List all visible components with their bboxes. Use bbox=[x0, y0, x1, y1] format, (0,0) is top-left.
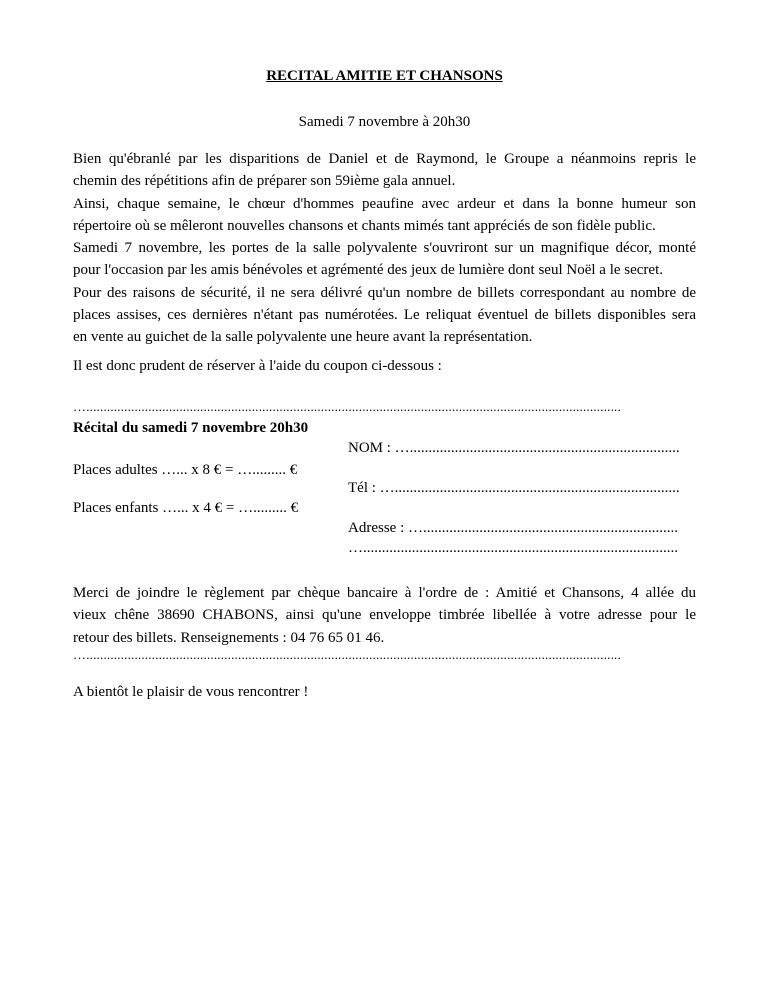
paragraph-line: Pour des raisons de sécurité, il ne sera délivré qu'un nombre de billets correspondant au nombre de bbox=[73, 284, 696, 301]
tel-field: Tél : …............................................................................ bbox=[348, 480, 680, 496]
coupon-title: Récital du samedi 7 novembre 20h30 bbox=[73, 420, 309, 436]
cut-line-bottom: …........................................................................................................................................................... bbox=[73, 647, 621, 662]
paragraph-line: répertoire où se mêleront nouvelles chansons et chants mimés tant appréciés de son fidèle public. bbox=[73, 217, 656, 234]
adresse-continuation-field: ….................................................................................... bbox=[348, 540, 678, 556]
cut-line-top: …........................................................................................................................................................... bbox=[73, 399, 621, 414]
instruction-line: retour des billets. Renseignements : 04 76 65 01 46. bbox=[73, 629, 385, 646]
document-title: RECITAL AMITIE ET CHANSONS bbox=[266, 68, 503, 84]
paragraph-line: Ainsi, chaque semaine, le chœur d'hommes peaufine avec ardeur et dans la bonne humeur son bbox=[73, 195, 696, 212]
instruction-line: Merci de joindre le règlement par chèque bancaire à l'ordre de : Amitié et Chansons, 4 allée du bbox=[73, 585, 696, 601]
paragraph-line: Bien qu'ébranlé par les disparitions de Daniel et de Raymond, le Groupe a néanmoins repris le bbox=[73, 151, 696, 167]
reservation-note: Il est donc prudent de réserver à l'aide du coupon ci-dessous : bbox=[73, 358, 442, 374]
payment-instructions bbox=[73, 582, 696, 649]
child-places-field: Places enfants …... x 4 € = …......... € bbox=[73, 500, 299, 516]
nom-field: NOM : …........................................................................ bbox=[348, 440, 680, 456]
document-page bbox=[73, 0, 696, 994]
adresse-field: Adresse : ….................................................................... bbox=[348, 520, 678, 536]
paragraph-line: places assises, ces dernières n'étant pas numérotées. Le reliquat éventuel de billets disponibles sera bbox=[73, 307, 696, 324]
paragraph-line: Samedi 7 novembre, les portes de la salle polyvalente s'ouvriront sur un magnifique décor, monté bbox=[73, 240, 696, 257]
paragraph-line: chemin des répétitions afin de préparer son 59ième gala annuel. bbox=[73, 173, 456, 190]
closing-line: A bientôt le plaisir de vous rencontrer ! bbox=[73, 684, 309, 700]
paragraph-line: pour l'occasion par les amis bénévoles et agrémenté des jeux de lumière dont seul Noël a le secret. bbox=[73, 262, 663, 279]
intro-paragraph bbox=[73, 148, 696, 349]
paragraph-line: en vente au guichet de la salle polyvalente une heure avant la représentation. bbox=[73, 329, 533, 346]
event-date: Samedi 7 novembre à 20h30 bbox=[298, 114, 471, 130]
adult-places-field: Places adultes …... x 8 € = …......... € bbox=[73, 462, 298, 478]
instruction-line: vieux chêne 38690 CHABONS, ainsi qu'une enveloppe timbrée libellée à votre adresse pour le bbox=[73, 607, 696, 624]
